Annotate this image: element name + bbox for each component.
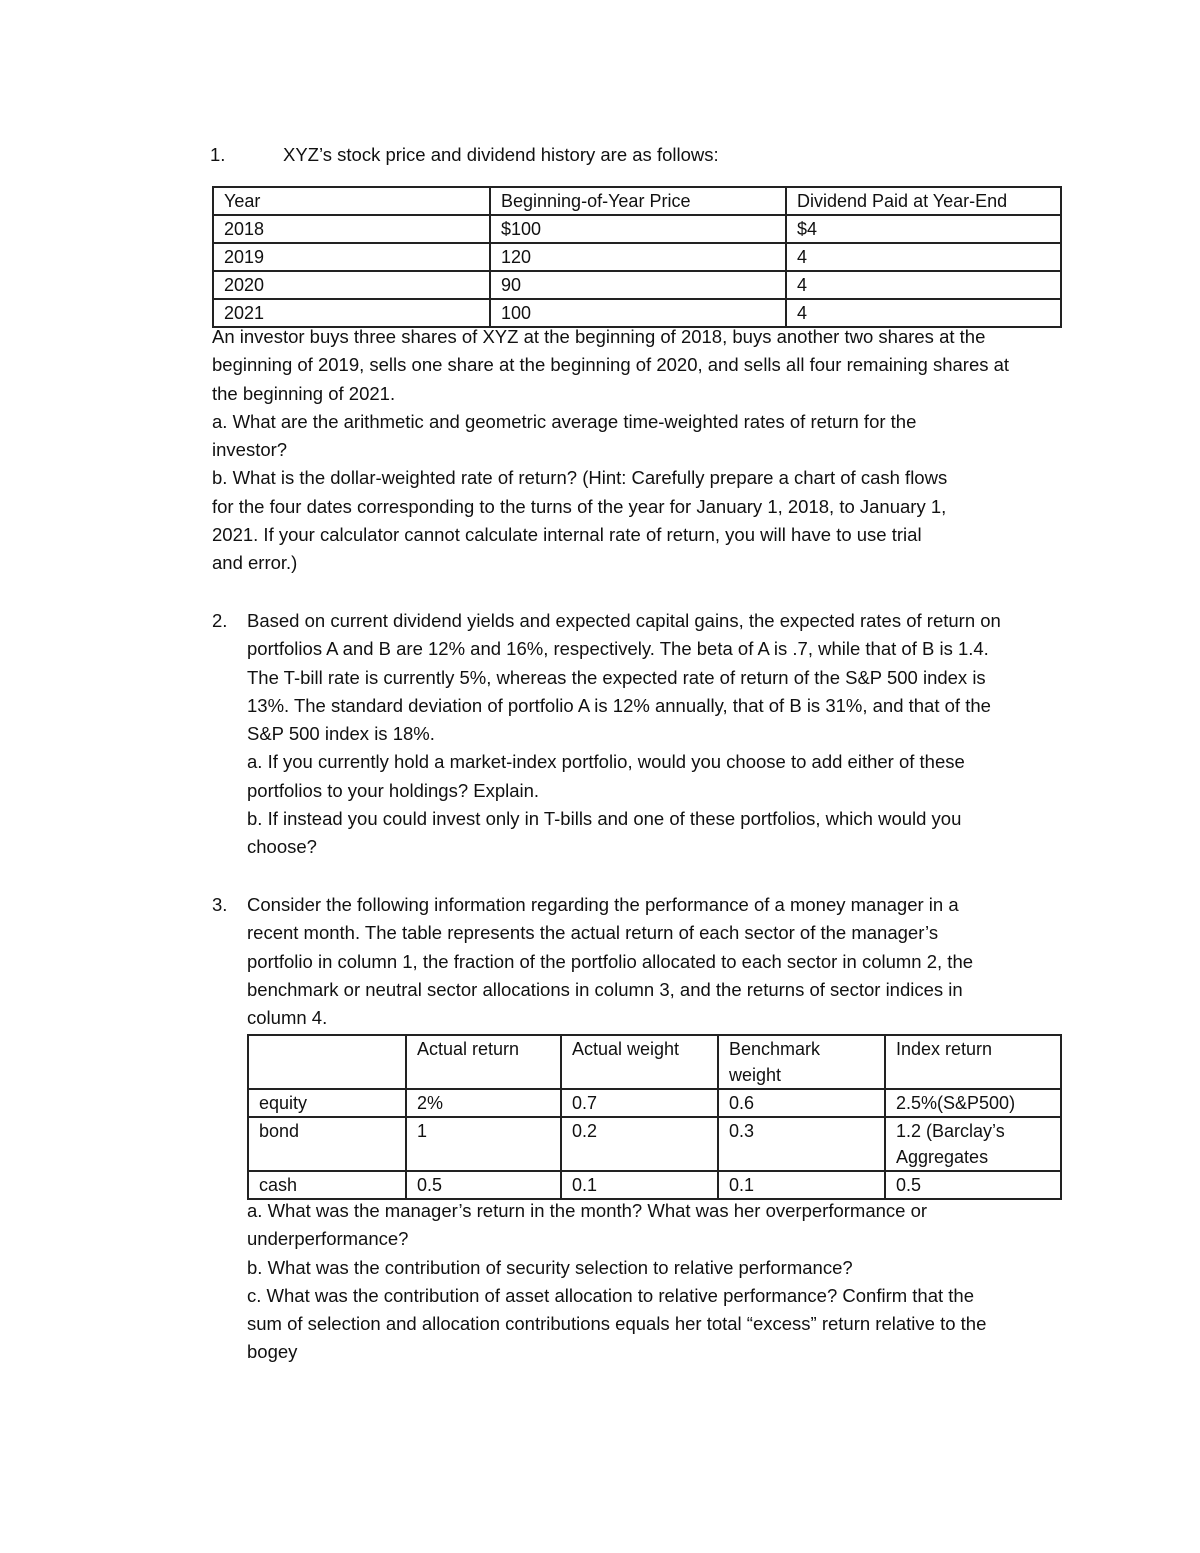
table-cell: 100 — [490, 299, 786, 327]
table-cell: 90 — [490, 271, 786, 299]
table-cell: 0.5 — [885, 1171, 1061, 1199]
table-row — [213, 215, 1061, 243]
q2-line: portfolios A and B are 12% and 16%, respectively. The beta of A is .7, while that of B is 1.4. — [247, 638, 989, 660]
q1-body — [212, 323, 1009, 578]
table-header-row — [213, 187, 1061, 215]
table-header-row — [248, 1035, 1061, 1089]
q2-line: The T-bill rate is currently 5%, whereas the expected rate of return of the S&P 500 index is — [247, 666, 986, 688]
table-cell: 0.2 — [561, 1117, 718, 1171]
q2-body — [247, 607, 1001, 862]
q1-line: b. What is the dollar-weighted rate of return? (Hint: Carefully prepare a chart of cash flows — [212, 467, 948, 489]
q1-line: investor? — [212, 439, 288, 461]
table-row — [213, 271, 1061, 299]
table-cell: cash — [248, 1171, 406, 1199]
header-dividend: Dividend Paid at Year-End — [786, 187, 1061, 215]
q1-line: beginning of 2019, sells one share at the beginning of 2020, and sells all four remaining shares at — [212, 354, 1010, 376]
q1-line: An investor buys three shares of XYZ at the beginning of 2018, buys another two shares at the — [212, 326, 986, 347]
q2-number: 2. — [212, 610, 228, 631]
table-cell: 0.1 — [561, 1171, 718, 1199]
q2-line: b. If instead you could invest only in T-bills and one of these portfolios, which would you — [247, 808, 962, 830]
q2-line: a. If you currently hold a market-index portfolio, would you choose to add either of these — [247, 751, 965, 773]
q3-question-line: c. What was the contribution of asset allocation to relative performance? Confirm that the — [247, 1284, 975, 1306]
table-row — [248, 1171, 1061, 1199]
table-cell: 2.5%(S&P500) — [885, 1089, 1061, 1117]
q3-question-line: underperformance? — [247, 1228, 409, 1250]
table-cell: 4 — [786, 243, 1061, 271]
table-cell: 120 — [490, 243, 786, 271]
header-actual-weight: Actual weight — [561, 1035, 718, 1089]
table-row — [248, 1117, 1061, 1171]
table-cell: $100 — [490, 215, 786, 243]
q3-body — [247, 891, 973, 1032]
q2-line: S&P 500 index is 18%. — [247, 723, 435, 745]
q1-line: a. What are the arithmetic and geometric average time-weighted rates of return for the — [212, 410, 917, 432]
q1-line: for the four dates corresponding to the turns of the year for January 1, 2018, to January 1, — [212, 495, 947, 517]
q3-line: portfolio in column 1, the fraction of the portfolio allocated to each sector in column 2, the — [247, 950, 974, 972]
q1-line: and error.) — [212, 552, 298, 574]
performance-table — [247, 1034, 1062, 1200]
table-cell: 2018 — [213, 215, 490, 243]
header-year: Year — [213, 187, 490, 215]
q1-number: 1. — [210, 144, 226, 165]
table-cell: 4 — [786, 271, 1061, 299]
price-dividend-table — [212, 186, 1062, 328]
header-actual-return: Actual return — [406, 1035, 561, 1089]
q3-question-line: a. What was the manager’s return in the month? What was her overperformance or — [247, 1200, 928, 1221]
table-cell: 0.3 — [718, 1117, 885, 1171]
q3-number: 3. — [212, 894, 228, 915]
q3-line: column 4. — [247, 1007, 328, 1029]
q2-line: 13%. The standard deviation of portfolio A is 12% annually, that of B is 31%, and that of the — [247, 694, 991, 716]
table-cell: 2019 — [213, 243, 490, 271]
q3-question-line: sum of selection and allocation contributions equals her total “excess” return relative to the — [247, 1313, 987, 1335]
table-cell: 0.6 — [718, 1089, 885, 1117]
q1-line: the beginning of 2021. — [212, 382, 396, 404]
table-cell: 1.2 (Barclay’s Aggregates — [885, 1117, 1061, 1171]
q1-intro: XYZ’s stock price and dividend history are as follows: — [283, 144, 719, 165]
header-empty — [248, 1035, 406, 1089]
header-price: Beginning-of-Year Price — [490, 187, 786, 215]
table-cell: 1 — [406, 1117, 561, 1171]
table-cell: 4 — [786, 299, 1061, 327]
q3-question-line: bogey — [247, 1341, 298, 1363]
q3-question-line: b. What was the contribution of security selection to relative performance? — [247, 1256, 853, 1278]
table-cell: 0.1 — [718, 1171, 885, 1199]
table-row — [213, 243, 1061, 271]
table-cell: 2021 — [213, 299, 490, 327]
q1-line: 2021. If your calculator cannot calculate internal rate of return, you will have to use trial — [212, 524, 922, 546]
q3-line: benchmark or neutral sector allocations in column 3, and the returns of sector indices in — [247, 978, 963, 1000]
header-benchmark-weight: Benchmark weight — [718, 1035, 885, 1089]
table-cell: 2020 — [213, 271, 490, 299]
table-cell: 2% — [406, 1089, 561, 1117]
q2-line: portfolios to your holdings? Explain. — [247, 779, 540, 801]
table-cell: equity — [248, 1089, 406, 1117]
table-row — [248, 1089, 1061, 1117]
q2-line: Based on current dividend yields and expected capital gains, the expected rates of return on — [247, 610, 1001, 631]
q2-line: choose? — [247, 836, 317, 858]
q3-questions — [247, 1197, 986, 1367]
table-cell: $4 — [786, 215, 1061, 243]
q3-line: Consider the following information regarding the performance of a money manager in a — [247, 894, 959, 915]
table-cell: 0.7 — [561, 1089, 718, 1117]
header-index-return: Index return — [885, 1035, 1061, 1089]
table-cell: bond — [248, 1117, 406, 1171]
table-cell: 0.5 — [406, 1171, 561, 1199]
q3-line: recent month. The table represents the actual return of each sector of the manager’s — [247, 922, 939, 944]
